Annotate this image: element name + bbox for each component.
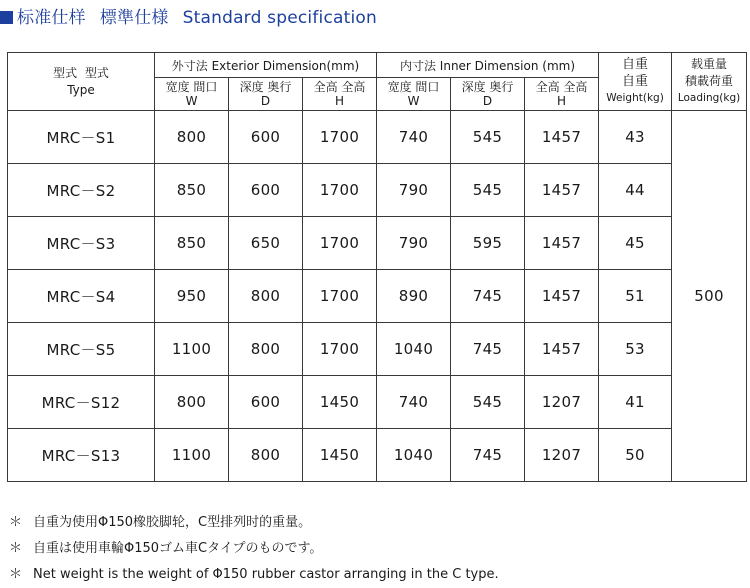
table-row	[8, 217, 747, 270]
cell-ext-w: 1100	[155, 323, 229, 376]
cell-ext-h: 1450	[303, 376, 377, 429]
cell-weight: 41	[599, 376, 672, 429]
cell-in-w: 740	[377, 111, 451, 164]
cell-in-h: 1207	[525, 429, 599, 482]
cell-type: MRC－S13	[8, 429, 155, 482]
cell-in-h: 1457	[525, 323, 599, 376]
cell-weight: 53	[599, 323, 672, 376]
cell-in-d: 545	[451, 376, 525, 429]
cell-in-h: 1207	[525, 376, 599, 429]
cell-type: MRC－S4	[8, 270, 155, 323]
header-exterior: 外寸法 Exterior Dimension(mm)	[155, 53, 377, 78]
cell-loading: 500	[672, 111, 747, 482]
cell-ext-d: 600	[229, 376, 303, 429]
cell-ext-h: 1450	[303, 429, 377, 482]
header-loading: 载重量 積載荷重 Loading(kg)	[672, 53, 747, 111]
cell-type: MRC－S5	[8, 323, 155, 376]
footnote-en: ＊ Net weight is the weight of Φ150 rubber castor arranging in the C type.	[9, 567, 499, 582]
cell-ext-h: 1700	[303, 111, 377, 164]
header-in-width: 宽度 間口 W	[377, 78, 451, 111]
footnotes	[9, 510, 739, 588]
cell-in-h: 1457	[525, 270, 599, 323]
header-ext-depth: 深度 奥行 D	[229, 78, 303, 111]
cell-in-h: 1457	[525, 111, 599, 164]
cell-ext-d: 800	[229, 429, 303, 482]
title-zh: 标准仕样	[17, 8, 86, 28]
cell-type: MRC－S1	[8, 111, 155, 164]
header-weight: 自重 自重 Weight(kg)	[599, 53, 672, 111]
spec-table	[7, 52, 747, 482]
title-ja: 標準仕様	[99, 8, 169, 28]
cell-weight: 45	[599, 217, 672, 270]
table-row	[8, 376, 747, 429]
cell-ext-w: 950	[155, 270, 229, 323]
cell-in-w: 1040	[377, 323, 451, 376]
cell-type: MRC－S12	[8, 376, 155, 429]
header-ext-width: 宽度 間口 W	[155, 78, 229, 111]
cell-ext-d: 800	[229, 323, 303, 376]
table-row	[8, 429, 747, 482]
cell-ext-w: 1100	[155, 429, 229, 482]
cell-in-d: 745	[451, 270, 525, 323]
cell-ext-d: 650	[229, 217, 303, 270]
cell-in-d: 545	[451, 111, 525, 164]
cell-weight: 50	[599, 429, 672, 482]
cell-ext-d: 600	[229, 111, 303, 164]
header-inner: 内寸法 Inner Dimension (mm)	[377, 53, 599, 78]
table-row	[8, 111, 747, 164]
cell-in-h: 1457	[525, 217, 599, 270]
footnote-ja: ＊ 自重は使用車輪Φ150ゴム車Cタイプのものです。	[9, 541, 323, 556]
cell-ext-w: 850	[155, 217, 229, 270]
cell-ext-d: 800	[229, 270, 303, 323]
cell-in-d: 745	[451, 323, 525, 376]
cell-in-w: 890	[377, 270, 451, 323]
cell-ext-h: 1700	[303, 217, 377, 270]
table-row	[8, 323, 747, 376]
header-type: 型式 型式 Type	[8, 53, 155, 111]
cell-in-w: 740	[377, 376, 451, 429]
header-in-height: 全高 全高 H	[525, 78, 599, 111]
cell-ext-h: 1700	[303, 164, 377, 217]
page-title	[0, 3, 377, 27]
cell-in-w: 1040	[377, 429, 451, 482]
square-icon	[0, 11, 13, 24]
cell-weight: 43	[599, 111, 672, 164]
cell-ext-w: 800	[155, 111, 229, 164]
footnote-zh: ＊ 自重为使用Φ150橡胶脚轮，C型排列时的重量。	[9, 515, 312, 530]
cell-in-d: 745	[451, 429, 525, 482]
table-row	[8, 164, 747, 217]
header-in-depth: 深度 奥行 D	[451, 78, 525, 111]
cell-ext-d: 600	[229, 164, 303, 217]
cell-in-w: 790	[377, 217, 451, 270]
cell-in-w: 790	[377, 164, 451, 217]
cell-in-h: 1457	[525, 164, 599, 217]
cell-ext-h: 1700	[303, 270, 377, 323]
cell-type: MRC－S2	[8, 164, 155, 217]
cell-in-d: 545	[451, 164, 525, 217]
title-en: Standard specification	[182, 8, 377, 28]
cell-ext-w: 850	[155, 164, 229, 217]
table-row	[8, 270, 747, 323]
cell-type: MRC－S3	[8, 217, 155, 270]
cell-in-d: 595	[451, 217, 525, 270]
cell-ext-h: 1700	[303, 323, 377, 376]
cell-ext-w: 800	[155, 376, 229, 429]
cell-weight: 44	[599, 164, 672, 217]
header-ext-height: 全高 全高 H	[303, 78, 377, 111]
header-row-1	[8, 53, 747, 78]
cell-weight: 51	[599, 270, 672, 323]
